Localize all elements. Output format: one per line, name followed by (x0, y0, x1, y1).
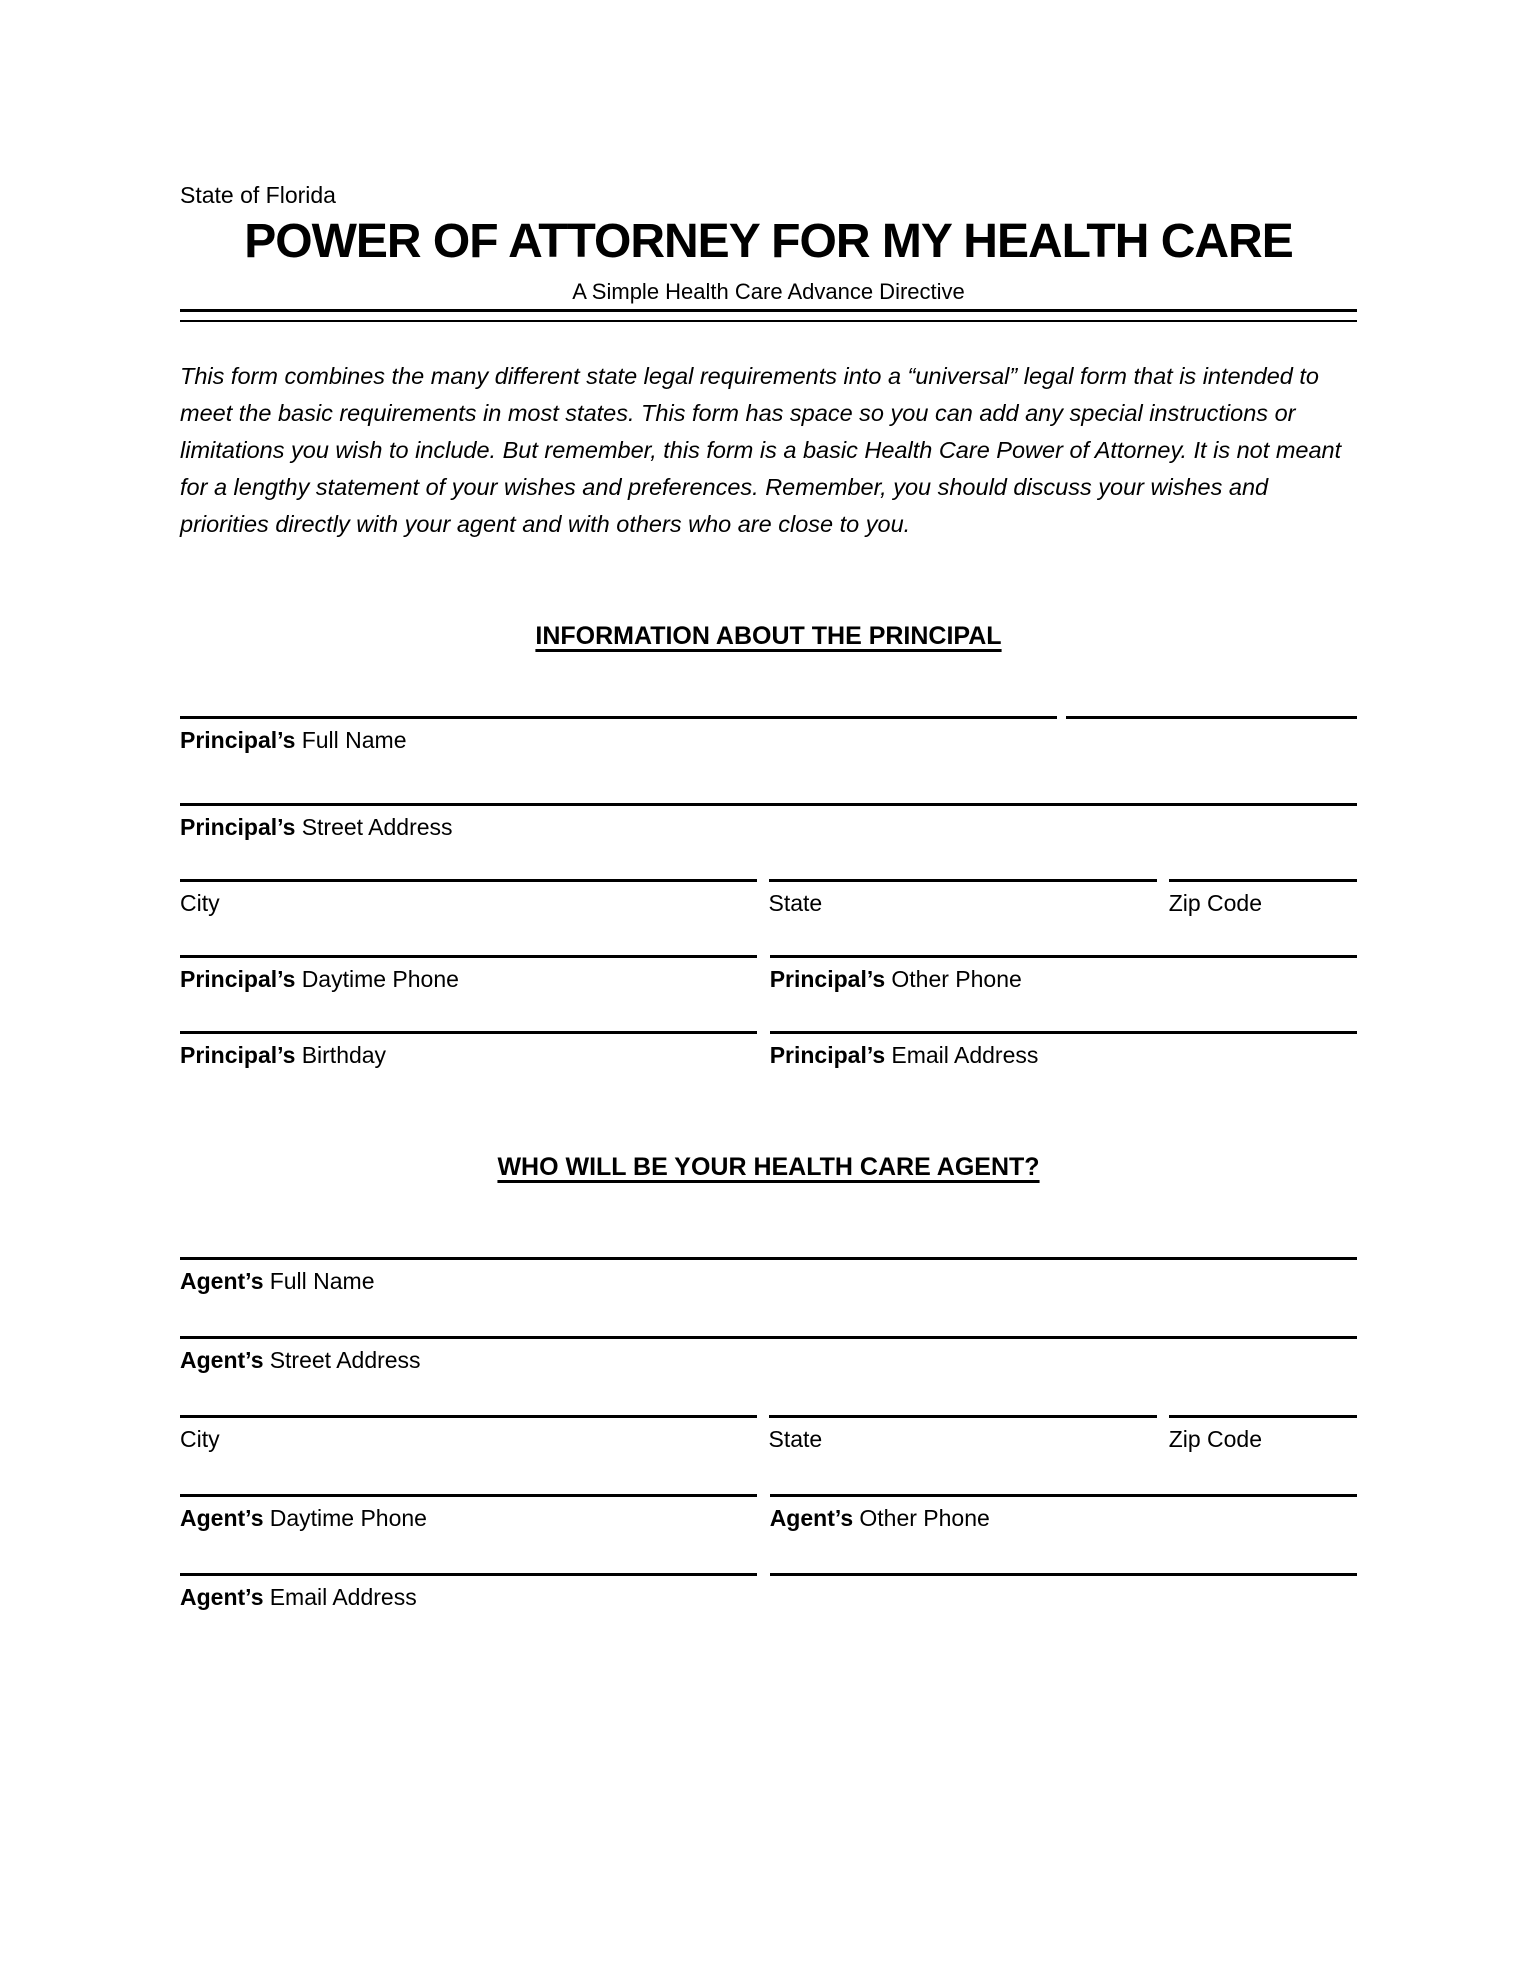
principal-city-label (180, 889, 757, 917)
label-prefix: Principal’s (180, 727, 296, 753)
label-text: Other Phone (859, 1505, 990, 1531)
label-text: Zip Code (1168, 890, 1263, 916)
principal-daytime-phone-field (180, 955, 757, 993)
principal-email-label (770, 1041, 1357, 1069)
agent-full-name-field (180, 1257, 1357, 1295)
principal-phones-row (180, 955, 1357, 993)
principal-full-name-input[interactable] (180, 716, 1057, 719)
label-prefix: Agent’s (180, 1347, 264, 1373)
agent-street-address-input[interactable] (180, 1336, 1357, 1339)
principal-state-label (769, 889, 1157, 917)
principal-other-phone-field (770, 955, 1357, 993)
label-text: Email Address (269, 1584, 417, 1610)
agent-daytime-phone-field (180, 1494, 757, 1532)
agent-state-label (769, 1425, 1157, 1453)
label-text: State (768, 1426, 823, 1452)
principal-email-field (770, 1031, 1357, 1069)
principal-birthday-email-row (180, 1031, 1357, 1069)
agent-full-name-input[interactable] (180, 1257, 1357, 1260)
principal-birthday-field (180, 1031, 757, 1069)
document-title: POWER OF ATTORNEY FOR MY HEALTH CARE (244, 215, 1293, 268)
agent-city-input[interactable] (180, 1415, 757, 1418)
header-divider (180, 309, 1357, 322)
agent-email-label (180, 1583, 757, 1611)
principal-street-address-row (180, 803, 1357, 841)
label-prefix: Principal’s (180, 966, 296, 992)
agent-email-extra-field (770, 1573, 1357, 1611)
state-line: State of Florida (180, 182, 336, 208)
principal-daytime-phone-input[interactable] (180, 955, 757, 958)
principal-birthday-input[interactable] (180, 1031, 757, 1034)
principal-email-input[interactable] (770, 1031, 1357, 1034)
label-text: State (768, 890, 823, 916)
principal-city-input[interactable] (180, 879, 757, 882)
principal-city-state-zip-row (180, 879, 1357, 917)
label-text: City (180, 1426, 220, 1452)
label-text: Zip Code (1168, 1426, 1263, 1452)
agent-zip-field (1169, 1415, 1357, 1453)
agent-street-address-field (180, 1336, 1357, 1374)
agent-fields (180, 1257, 1357, 1611)
principal-full-name-extra-field (1066, 716, 1357, 754)
label-text: Daytime Phone (269, 1505, 427, 1531)
agent-city-field (180, 1415, 757, 1453)
agent-daytime-phone-input[interactable] (180, 1494, 757, 1497)
agent-email-extra-input[interactable] (770, 1573, 1357, 1576)
label-text: Street Address (269, 1347, 421, 1373)
agent-zip-input[interactable] (1169, 1415, 1357, 1418)
principal-full-name-field (180, 716, 1057, 754)
principal-full-name-extra-input[interactable] (1066, 716, 1357, 719)
label-prefix: Principal’s (180, 1042, 296, 1068)
principal-birthday-label (180, 1041, 757, 1069)
label-text: City (180, 890, 220, 916)
principal-full-name-row (180, 716, 1357, 754)
principal-other-phone-label (770, 965, 1357, 993)
label-prefix: Agent’s (180, 1584, 264, 1610)
agent-email-input[interactable] (180, 1573, 757, 1576)
label-prefix: Principal’s (769, 966, 886, 992)
agent-other-phone-input[interactable] (770, 1494, 1357, 1497)
principal-street-address-input[interactable] (180, 803, 1357, 806)
agent-daytime-phone-label (180, 1504, 757, 1532)
agent-section-heading: WHO WILL BE YOUR HEALTH CARE AGENT? (497, 1153, 1040, 1181)
label-text: Street Address (301, 814, 453, 840)
label-prefix: Agent’s (769, 1505, 854, 1531)
label-prefix: Principal’s (769, 1042, 886, 1068)
agent-zip-label (1169, 1425, 1357, 1453)
agent-full-name-row (180, 1257, 1357, 1295)
principal-other-phone-input[interactable] (770, 955, 1357, 958)
agent-phones-row (180, 1494, 1357, 1532)
agent-email-field (180, 1573, 757, 1611)
principal-full-name-label (180, 726, 1057, 754)
principal-section-heading: INFORMATION ABOUT THE PRINCIPAL (535, 622, 1002, 650)
agent-city-label (180, 1425, 757, 1453)
label-text: Full Name (269, 1268, 375, 1294)
principal-street-address-label (180, 813, 1357, 841)
agent-other-phone-label (770, 1504, 1357, 1532)
principal-zip-field (1169, 879, 1357, 917)
agent-state-input[interactable] (769, 1415, 1157, 1418)
agent-full-name-label (180, 1267, 1357, 1295)
document-subtitle: A Simple Health Care Advance Directive (572, 279, 965, 304)
label-text: Daytime Phone (301, 966, 459, 992)
agent-street-address-label (180, 1346, 1357, 1374)
principal-street-address-field (180, 803, 1357, 841)
principal-daytime-phone-label (180, 965, 757, 993)
principal-state-field (769, 879, 1157, 917)
agent-state-field (769, 1415, 1157, 1453)
label-text: Full Name (301, 727, 407, 753)
agent-other-phone-field (770, 1494, 1357, 1532)
principal-state-input[interactable] (769, 879, 1157, 882)
principal-fields (180, 716, 1357, 1069)
intro-paragraph: This form combines the many different state legal requirements into a “universal” legal form that is intended to meet the basic requirements in most states. This form has space so you can add any special instructions or limitations you wish to include. But remember, this form is a basic Health Care Power of Attorney. It is not meant for a lengthy statement of your wishes and preferences. Remember, you should discuss your wishes and priorities directly with your agent and with others who are close to you. (180, 363, 1342, 537)
label-prefix: Agent’s (180, 1505, 264, 1531)
agent-street-address-row (180, 1336, 1357, 1374)
label-prefix: Principal’s (180, 814, 296, 840)
label-text: Email Address (891, 1042, 1039, 1068)
label-prefix: Agent’s (180, 1268, 264, 1294)
principal-zip-input[interactable] (1169, 879, 1357, 882)
label-text: Birthday (301, 1042, 387, 1068)
principal-city-field (180, 879, 757, 917)
agent-email-row (180, 1573, 1357, 1611)
label-text: Other Phone (891, 966, 1022, 992)
principal-zip-label (1169, 889, 1357, 917)
agent-city-state-zip-row (180, 1415, 1357, 1453)
